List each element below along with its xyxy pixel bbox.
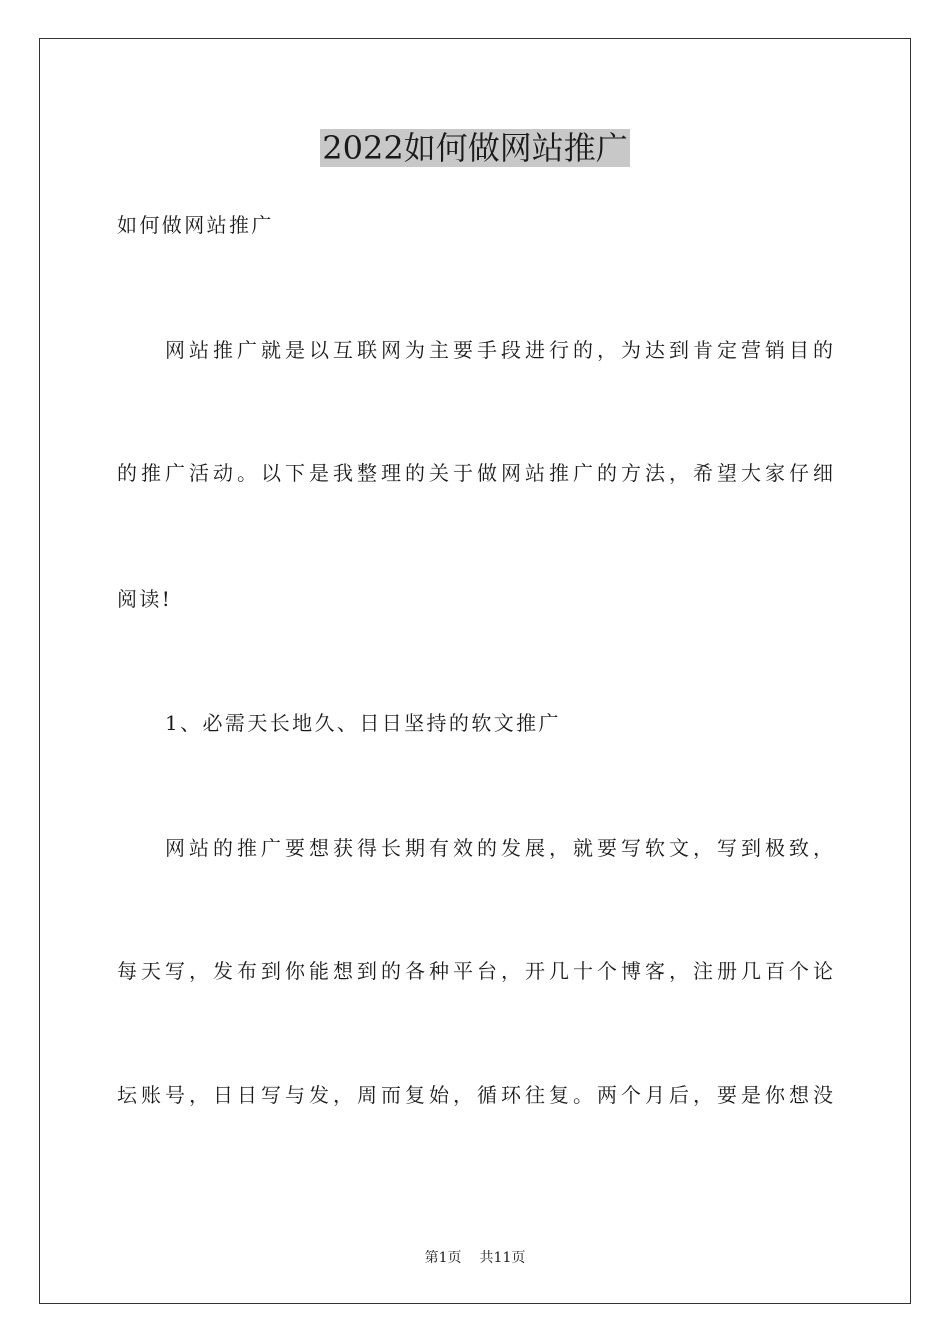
section-heading: 1、必需天长地久、日日坚持的软文推广 bbox=[165, 711, 561, 735]
body-line: 网站的推广要想获得长期有效的发展，就要写软文，写到极致， bbox=[165, 836, 833, 860]
page-footer bbox=[0, 1248, 950, 1268]
body-line-subtitle: 如何做网站推广 bbox=[117, 213, 274, 237]
body-line: 的推广活动。以下是我整理的关于做网站推广的方法，希望大家仔细 bbox=[117, 461, 833, 485]
body-line: 阅读! bbox=[117, 587, 173, 611]
page-total: 共11页 bbox=[479, 1250, 526, 1266]
document-title bbox=[0, 126, 950, 170]
document-title-text: 2022如何做网站推广 bbox=[322, 129, 628, 167]
page-number: 第1页 bbox=[424, 1250, 462, 1266]
body-line: 网站推广就是以互联网为主要手段进行的，为达到肯定营销目的 bbox=[165, 338, 833, 362]
body-line: 坛账号，日日写与发，周而复始，循环往复。两个月后，要是你想没 bbox=[117, 1083, 833, 1107]
body-line: 每天写，发布到你能想到的各种平台，开几十个博客，注册几百个论 bbox=[117, 959, 833, 983]
